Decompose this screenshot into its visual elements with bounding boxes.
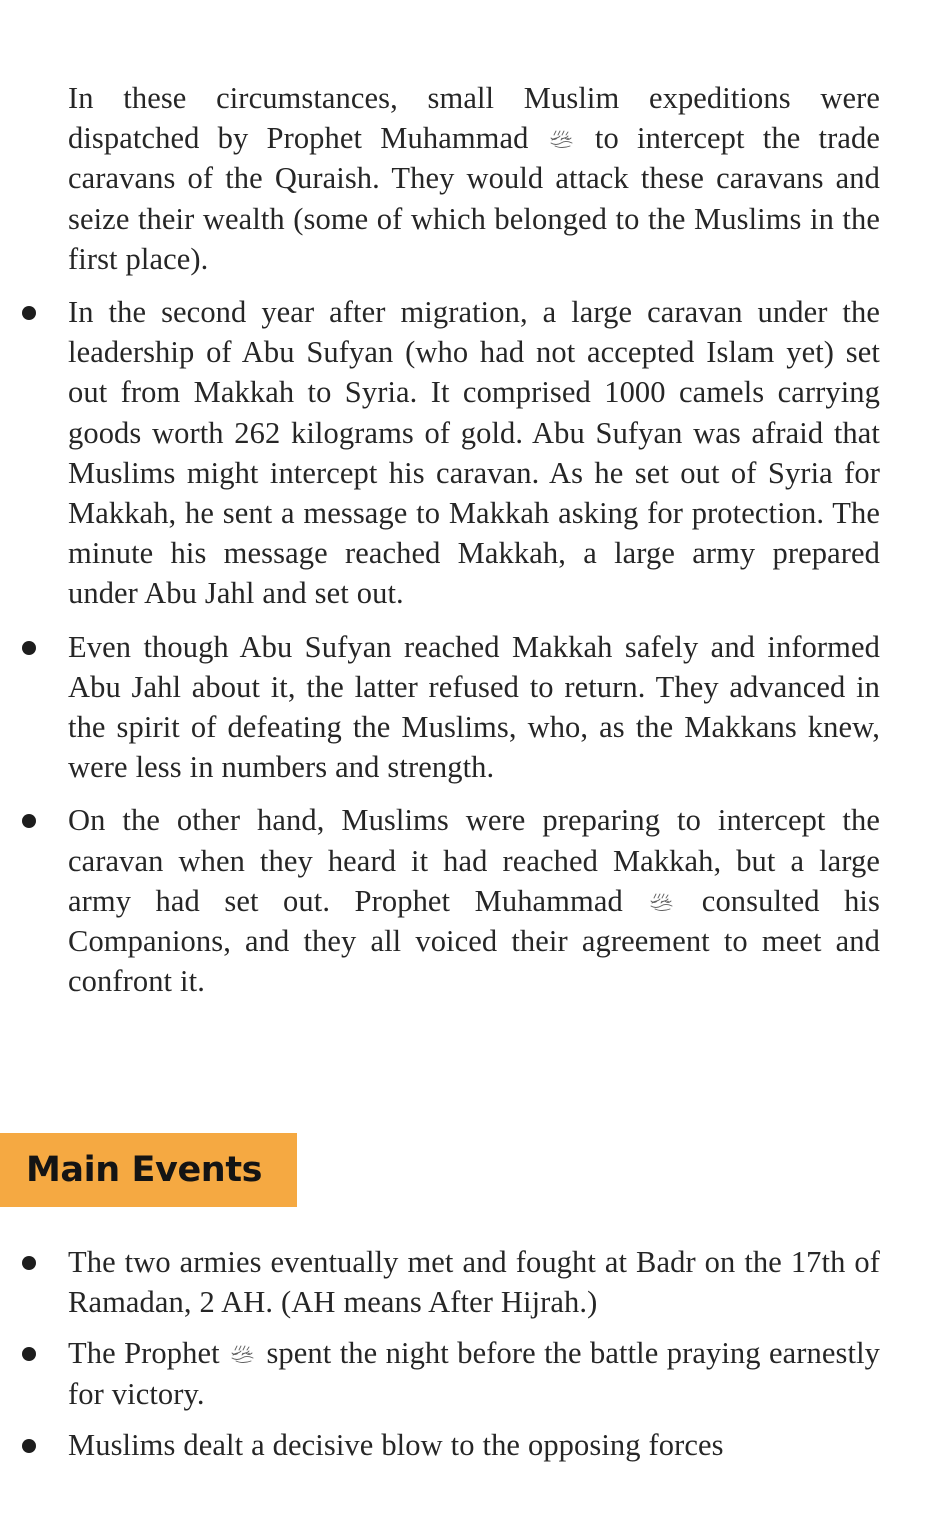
paragraph-text: The Prophet spent the night before the battle praying earnestly for victory. — [68, 1336, 880, 1411]
body-paragraph — [68, 78, 880, 279]
salawat-icon — [649, 891, 675, 913]
bullet-dot-icon — [22, 1439, 36, 1453]
bullet-dot-icon — [22, 1256, 36, 1270]
bullet-list-item — [68, 292, 880, 614]
bullet-dot-icon — [22, 641, 36, 655]
bullet-list-item — [68, 1242, 880, 1322]
paragraph-text: The two armies eventually met and fought at Badr on the 17th of Ramadan, 2 AH. (AH means After Hijrah.) — [68, 1245, 880, 1320]
paragraph-text: Muslims dealt a decisive blow to the opposing forces — [68, 1427, 724, 1462]
bullet-list-item — [68, 1425, 880, 1465]
intro-text-column — [68, 78, 880, 1001]
bullet-dot-icon — [22, 1347, 36, 1361]
bullet-list-item — [68, 627, 880, 788]
main-events-text-column — [68, 1242, 880, 1476]
bullet-dot-icon — [22, 814, 36, 828]
bullet-list-item — [68, 1333, 880, 1413]
section-heading-main-events — [0, 1133, 297, 1207]
bullet-dot-icon — [22, 306, 36, 320]
paragraph-text: On the other hand, Muslims were preparing to intercept the caravan when they heard it had reached Makkah, but a large army had set out. Prophet Muhammad consulted his Companions, and they all voiced their agreement to meet and confront it. — [68, 803, 880, 999]
paragraph-text: In these circumstances, small Muslim expeditions were dispatched by Prophet Muhammad to intercept the trade caravans of the Quraish. They would attack these caravans and seize their wealth (some of which belonged to the Muslims in the first place). — [68, 81, 880, 276]
salawat-icon — [230, 1343, 256, 1365]
salawat-icon — [549, 128, 575, 150]
paragraph-text: In the second year after migration, a large caravan under the leadership of Abu Sufyan (who had not accepted Islam yet) set out from Makkah to Syria. It comprised 1000 camels carrying goods worth 262 kilograms of gold. Abu Sufyan was afraid that Muslims might intercept his caravan. As he set out of Syria for Makkah, he sent a message to Makkah asking for protection. The minute his message reached Makkah, a large army prepared under Abu Jahl and set out. — [68, 295, 880, 611]
bullet-list-item — [68, 800, 880, 1001]
paragraph-text: Even though Abu Sufyan reached Makkah safely and informed Abu Jahl about it, the latter refused to return. They advanced in the spirit of defeating the Muslims, who, as the Makkans knew, were less in numbers and strength. — [68, 629, 880, 785]
section-heading-label: Main Events — [26, 1149, 263, 1190]
